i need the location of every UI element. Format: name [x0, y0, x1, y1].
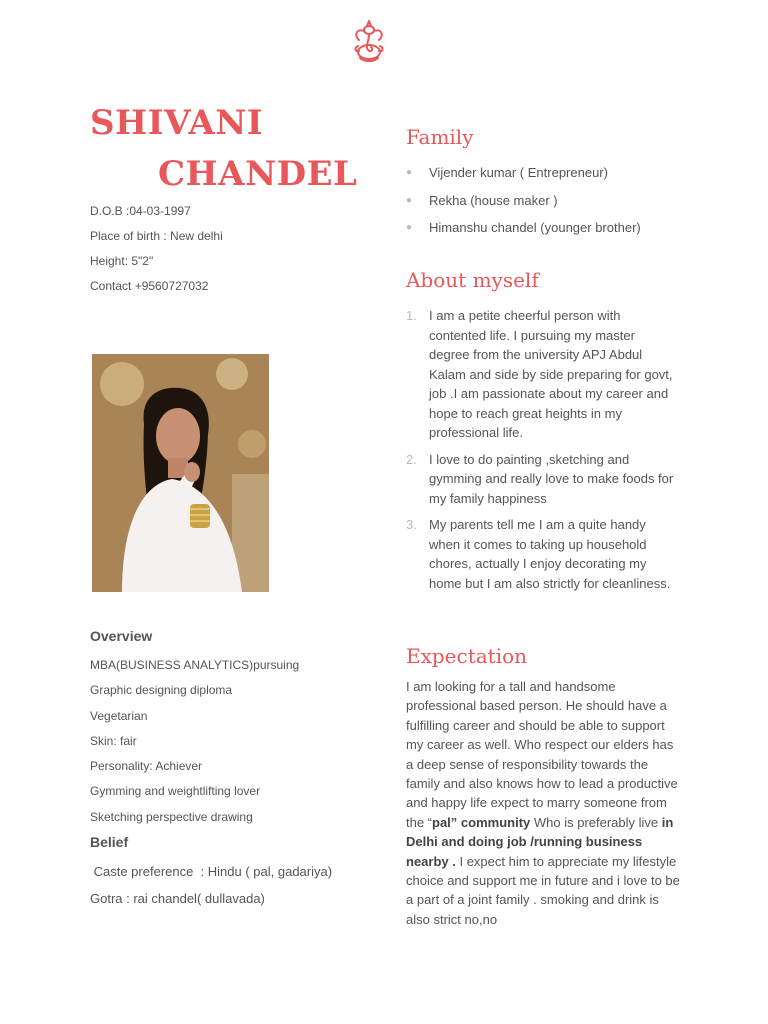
belief-item: Gotra : rai chandel( dullavada): [90, 891, 265, 906]
overview-item: Vegetarian: [90, 708, 148, 723]
family-member: Rekha (house maker ): [429, 192, 558, 208]
expectation-part: Who is preferably live: [530, 814, 662, 830]
family-member: Vijender kumar ( Entrepreneur): [429, 165, 608, 180]
dob: D.O.B :04-03-1997: [90, 204, 191, 218]
belief-title: Belief: [90, 834, 129, 850]
list-item: [406, 189, 706, 217]
belief-item: Caste preference : Hindu ( pal, gadariya): [90, 864, 333, 879]
bio-details: [90, 200, 223, 300]
expectation-bold: in Delhi and doing job /running business nearby .: [406, 814, 674, 869]
ganesha-icon: [350, 18, 388, 64]
expectation-bold: pal” community: [432, 814, 531, 830]
family-title: Family: [406, 125, 474, 149]
name-last: CHANDEL: [158, 154, 358, 194]
expectation-title: Expectation: [406, 644, 528, 668]
list-item: [406, 161, 706, 189]
item-number: 3.: [406, 517, 417, 532]
overview-item: Graphic designing diploma: [90, 683, 233, 698]
list-item: [406, 450, 676, 509]
bullet-icon: ●: [406, 167, 413, 178]
overview-item: Gymming and weightlifting lover: [90, 784, 261, 799]
bullet-icon: ●: [406, 222, 413, 233]
list-item: [406, 306, 676, 443]
bullet-icon: ●: [406, 194, 413, 206]
item-number: 2.: [406, 451, 417, 467]
overview-title: Overview: [90, 628, 153, 644]
name-first: SHIVANI: [90, 103, 264, 143]
expectation-part: I expect him to appreciate my lifestyle choice and support me in future and i love to be a part of a joint family . smoking and drink is also strict no,no: [406, 853, 680, 927]
overview-item: Skin: fair: [90, 733, 137, 748]
item-text: My parents tell me I am a quite handy when it comes to taking up household chores, actually I enjoy decorating my home but I am also strictly for cleanliness.: [429, 517, 671, 591]
about-list: [406, 306, 676, 600]
list-item: [406, 216, 706, 244]
belief-list: [90, 860, 332, 914]
family-member: Himanshu chandel (younger brother): [429, 220, 641, 235]
expectation-part: I am looking for a tall and handsome professional based person. He should have a fulfilling career and should be able to support my career as well. Who respect our elders has a deep sense of responsibility towards the family and also knows how to lead a productive and happy life expect to marry someone from the “: [406, 679, 678, 830]
profile-photo: [92, 354, 269, 592]
list-item: [406, 515, 676, 593]
item-text: I am a petite cheerful person with contented life. I pursuing my master degree from the university APJ Abdul Kalam and side by side preparing for govt, job .I am passionate about my career and hope to reach great heights in my professional life.: [429, 308, 673, 440]
item-number: 1.: [406, 308, 417, 323]
height: Height: 5"2": [90, 254, 154, 268]
family-list: [406, 161, 706, 244]
overview-item: MBA(BUSINESS ANALYTICS)pursuing: [90, 658, 300, 672]
contact: Contact +9560727032: [90, 279, 209, 293]
about-title: About myself: [406, 268, 539, 292]
overview-item: Personality: Achiever: [90, 759, 203, 774]
expectation-text: [406, 677, 682, 929]
overview-list: [90, 654, 299, 831]
item-text: I love to do painting ,sketching and gymming and really love to make foods for my family happiness: [429, 451, 674, 506]
birthplace: Place of birth : New delhi: [90, 229, 223, 243]
overview-item: Sketching perspective drawing: [90, 809, 253, 824]
